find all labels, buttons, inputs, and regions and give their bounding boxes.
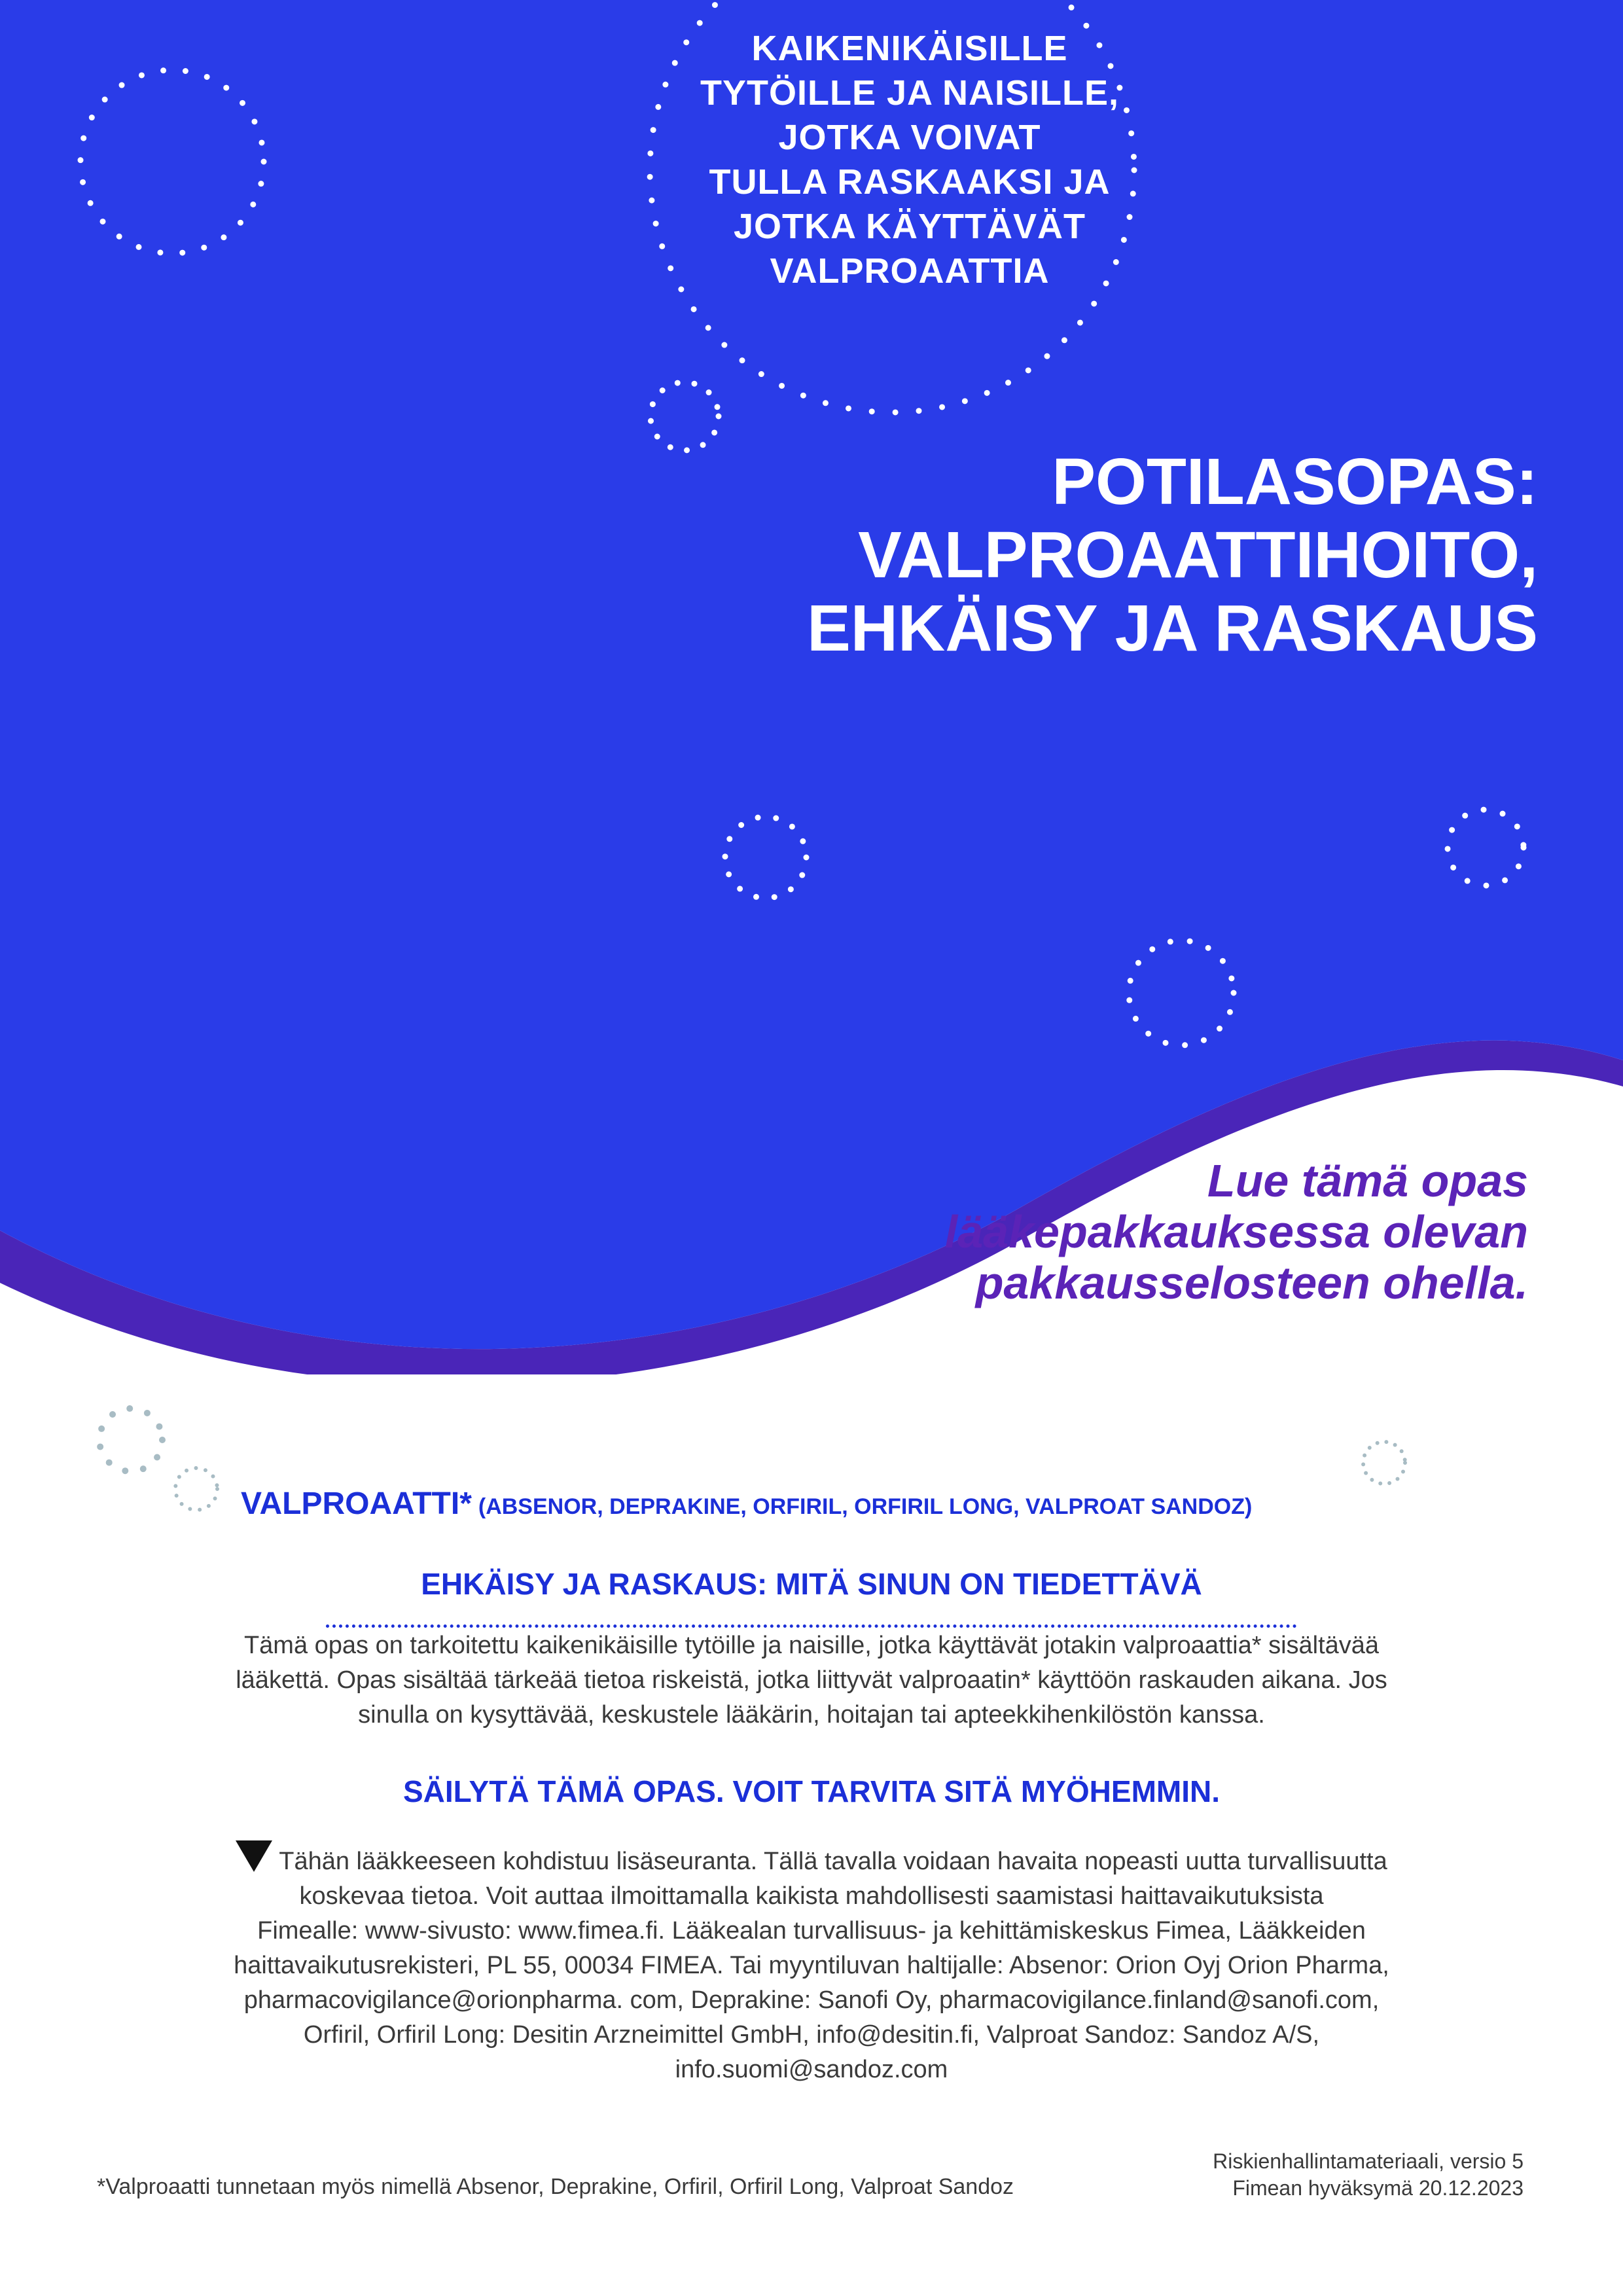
read-instruction xyxy=(677,1155,1528,1308)
read-note-line: pakkausselosteen ohella. xyxy=(975,1257,1528,1308)
read-note-line: Lue tämä opas xyxy=(1207,1155,1528,1206)
heading-contraception: EHKÄISY JA RASKAUS: MITÄ SINUN ON TIEDETTÄVÄ xyxy=(421,1567,1202,1601)
dot-cluster-right xyxy=(1355,1433,1414,1492)
audience-line: JOTKA VOIVAT xyxy=(778,118,1041,157)
title-line: POTILASOPAS: xyxy=(1052,445,1538,518)
monitoring-line: koskevaa tietoa. Voit auttaa ilmoittamalla kaikista mahdollisesti saamistasi haittavaikutuksista xyxy=(299,1882,1324,1910)
monitoring-line: Tähän lääkkeeseen kohdistuu lisäseuranta. Tällä tavalla voidaan havaita nopeasti uutta turvallisuutta xyxy=(279,1848,1387,1875)
monitoring-line: info.suomi@sandoz.com xyxy=(675,2056,948,2083)
title-line: EHKÄISY JA RASKAUS xyxy=(807,592,1538,665)
drug-line xyxy=(241,1486,1484,1522)
dotted-divider xyxy=(326,1624,1297,1628)
monitoring-line: Fimealle: www-sivusto: www.fimea.fi. Lääkealan turvallisuus- ja kehittämiskeskus Fimea, Lääkkeiden xyxy=(257,1917,1366,1945)
page-title xyxy=(491,445,1538,665)
monitoring-line: pharmacovigilance@orionpharma. com, Deprakine: Sanofi Oy, pharmacovigilance.finland@sanofi.com, xyxy=(243,1986,1380,2014)
audience-line: VALPROAATTIA xyxy=(770,251,1050,291)
audience-line: JOTKA KÄYTTÄVÄT xyxy=(734,207,1086,246)
read-note-line: lääkepakkauksessa olevan xyxy=(944,1206,1528,1257)
intro-line: Tämä opas on tarkoitettu kaikenikäisille tytöille ja naisille, jotka käyttävät jotakin valproaattia* sisältävää xyxy=(243,1632,1380,1659)
black-triangle-icon xyxy=(236,1840,272,1872)
heading-keep-guide: SÄILYTÄ TÄMÄ OPAS. VOIT TARVITA SITÄ MYÖHEMMIN. xyxy=(403,1774,1220,1808)
intro-paragraph xyxy=(105,1628,1518,1732)
target-audience xyxy=(615,26,1204,293)
title-line: VALPROAATTIHOITO, xyxy=(858,518,1538,592)
intro-line: lääkettä. Opas sisältää tärkeää tietoa riskeistä, jotka liittyvät valproaatin* käyttöön raskauden aikana. Jos xyxy=(236,1666,1387,1694)
drug-brands: (ABSENOR, DEPRAKINE, ORFIRIL, ORFIRIL LONG, VALPROAT SANDOZ) xyxy=(478,1494,1253,1519)
drug-name: VALPROAATTI* xyxy=(241,1486,472,1521)
approval-line: Fimean hyväksymä 20.12.2023 xyxy=(1232,2176,1524,2200)
audience-line: TYTÖILLE JA NAISILLE, xyxy=(700,73,1120,113)
monitoring-line: haittavaikutusrekisteri, PL 55, 00034 FIMEA. Tai myyntiluvan haltijalle: Absenor: Orion Oyj Orion Pharma, xyxy=(234,1952,1389,1979)
footnote: *Valproaatti tunnetaan myös nimellä Absenor, Deprakine, Orfiril, Orfiril Long, Valproat Sandoz xyxy=(97,2174,1014,2199)
audience-line: KAIKENIKÄISILLE xyxy=(751,29,1068,68)
audience-line: TULLA RASKAAKSI JA xyxy=(709,162,1111,202)
monitoring-paragraph xyxy=(111,1840,1512,2087)
version-line: Riskienhallintamateriaali, versio 5 xyxy=(1213,2149,1524,2173)
version-info xyxy=(1213,2148,1524,2202)
dot-cluster-left xyxy=(85,1394,242,1525)
intro-line: sinulla on kysyttävää, keskustele lääkärin, hoitajan tai apteekkihenkilöstön kanssa. xyxy=(358,1701,1265,1729)
monitoring-line: Orfiril, Orfiril Long: Desitin Arzneimittel GmbH, info@desitin.fi, Valproat Sandoz: Sandoz A/S, xyxy=(303,2021,1320,2049)
